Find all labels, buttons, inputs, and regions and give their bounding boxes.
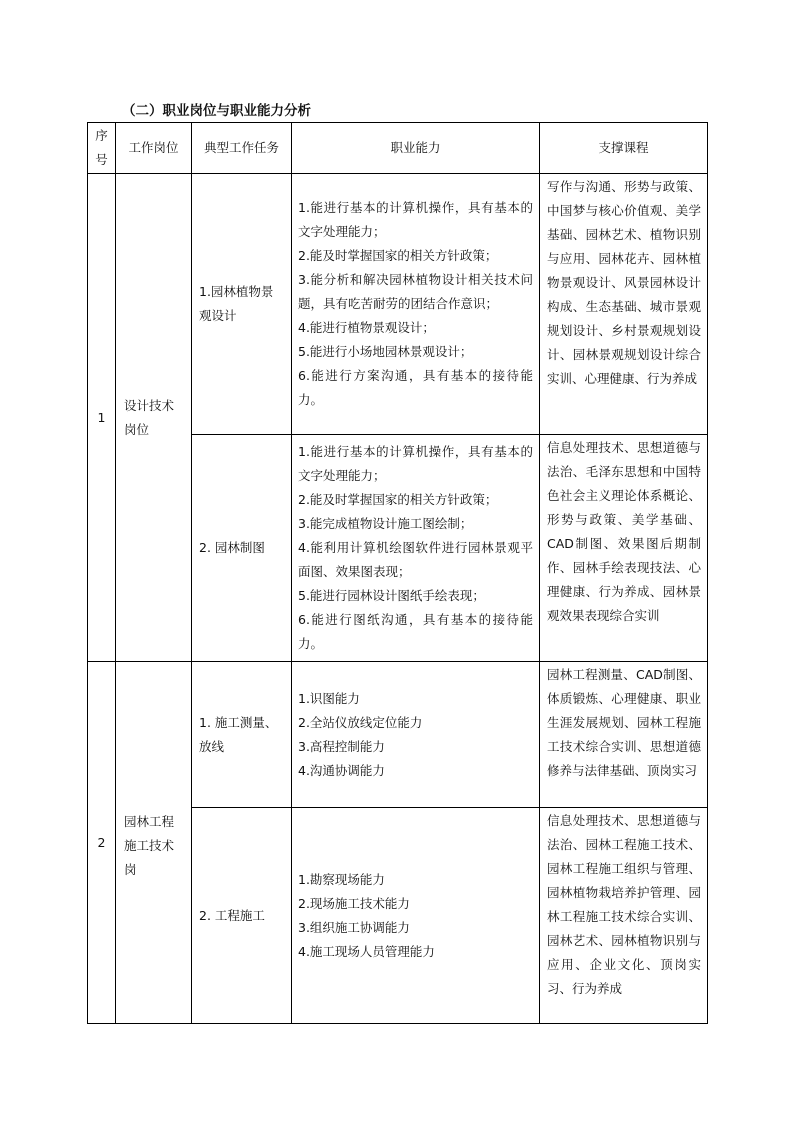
ability-item: 3.组织施工协调能力 [298, 919, 410, 935]
position-cell-2: 园林工程施工技术岗 [116, 662, 192, 1024]
ability-item: 3.能分析和解决园林植物设计相关技术问题，具有吃苦耐劳的团结合作意识； [298, 272, 533, 311]
ability-item: 1.能进行基本的计算机操作，具有基本的文字处理能力； [298, 200, 533, 239]
section-title: （二）职业岗位与职业能力分析 [122, 103, 311, 119]
ability-item: 1.能进行基本的计算机操作，具有基本的文字处理能力； [298, 444, 533, 483]
ability-cell [292, 174, 540, 435]
course-cell: 写作与沟通、形势与政策、中国梦与核心价值观、美学基础、园林艺术、植物识别与应用、园林花卉、园林植物景观设计、风景园林设计构成、生态基础、城市景观规划设计、乡村景观规划设计、园林景观规划设计综合实训、心理健康、行为养成 [540, 174, 708, 435]
ability-item: 6.能进行图纸沟通，具有基本的接待能力。 [298, 612, 533, 651]
ability-item: 4.施工现场人员管理能力 [298, 943, 435, 959]
course-cell: 信息处理技术、思想道德与法治、园林工程施工技术、园林工程施工组织与管理、园林植物栽培养护管理、园林工程施工技术综合实训、园林艺术、园林植物识别与应用、企业文化、顶岗实习、行为养成 [540, 808, 708, 1024]
header-ability: 职业能力 [292, 123, 540, 174]
ability-item: 3.能完成植物设计施工图绘制； [298, 516, 473, 531]
ability-item: 6.能进行方案沟通，具有基本的接待能力。 [298, 368, 533, 407]
seq-cell-2: 2 [88, 662, 116, 1024]
seq-cell-1: 1 [88, 174, 116, 662]
task-cell: 1. 施工测量、放线 [192, 662, 292, 808]
ability-cell [292, 808, 540, 1024]
ability-item: 4.沟通协调能力 [298, 762, 385, 778]
header-seq [88, 123, 116, 174]
ability-item: 4.能进行植物景观设计； [298, 320, 435, 335]
ability-item: 4.能利用计算机绘图软件进行园林景观平面图、效果图表现； [298, 540, 533, 579]
header-row [88, 123, 708, 174]
ability-cell [292, 435, 540, 662]
ability-item: 2.现场施工技术能力 [298, 895, 410, 911]
position-cell-1: 设计技术岗位 [116, 174, 192, 662]
table-row [88, 662, 708, 808]
course-cell: 园林工程测量、CAD制图、体质锻炼、心理健康、职业生涯发展规划、园林工程施工技术综合实训、思想道德修养与法律基础、顶岗实习 [540, 662, 708, 808]
course-cell: 信息处理技术、思想道德与法治、毛泽东思想和中国特色社会主义理论体系概论、形势与政策、美学基础、CAD制图、效果图后期制作、园林手绘表现技法、心理健康、行为养成、园林景观效果表现综合实训 [540, 435, 708, 662]
task-cell: 1.园林植物景观设计 [192, 174, 292, 435]
ability-item: 5.能进行小场地园林景观设计； [298, 344, 473, 359]
ability-item: 2.能及时掌握国家的相关方针政策； [298, 248, 498, 263]
task-cell: 2. 园林制图 [192, 435, 292, 662]
ability-item: 1.识图能力 [298, 690, 360, 706]
career-ability-table [87, 122, 708, 1024]
table-row [88, 174, 708, 435]
ability-cell [292, 662, 540, 808]
ability-item: 2.全站仪放线定位能力 [298, 714, 423, 730]
ability-item: 1.勘察现场能力 [298, 871, 385, 887]
header-seq-label: 序 号 [95, 128, 108, 167]
ability-item: 2.能及时掌握国家的相关方针政策； [298, 492, 498, 507]
ability-item: 5.能进行园林设计图纸手绘表现； [298, 588, 485, 603]
task-cell: 2. 工程施工 [192, 808, 292, 1024]
header-task: 典型工作任务 [192, 123, 292, 174]
header-course: 支撑课程 [540, 123, 708, 174]
header-position: 工作岗位 [116, 123, 192, 174]
ability-item: 3.高程控制能力 [298, 738, 385, 754]
